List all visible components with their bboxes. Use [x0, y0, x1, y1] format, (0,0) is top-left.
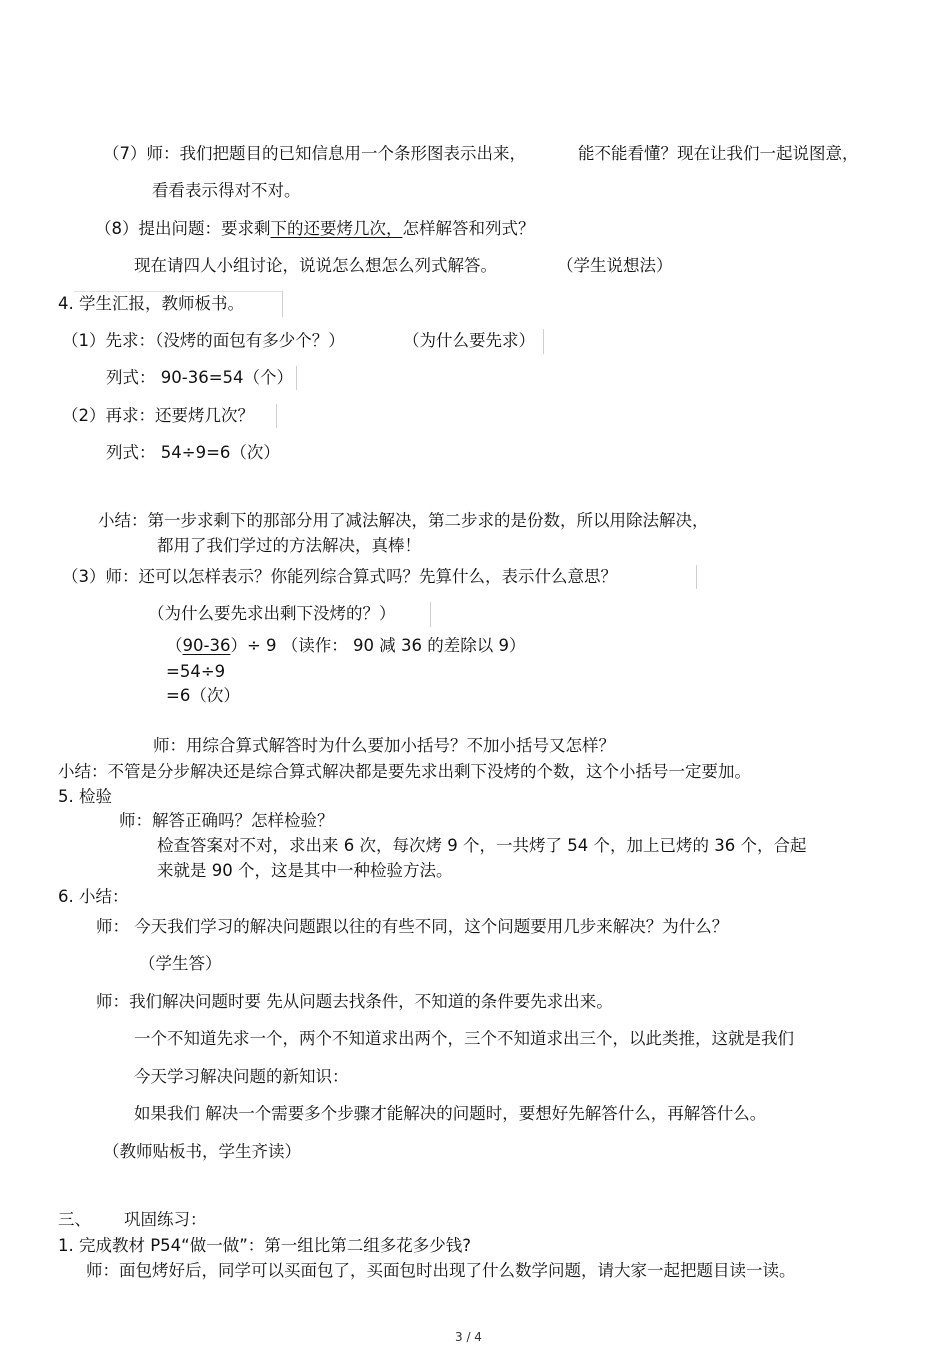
text-line: 师：面包烤好后，同学可以买面包了，买面包时出现了什么数学问题，请大家一起把题目读一读。: [86, 1261, 796, 1280]
underlined-segment: 90-36: [182, 636, 231, 655]
text-line: 师：解答正确吗？怎样检验？: [119, 811, 334, 830]
text-line: 师：我们解决问题时要 先从问题去找条件，不知道的条件要先求出来。: [96, 992, 613, 1011]
section-heading: 巩固练习：: [124, 1210, 207, 1229]
board-frame-line: [543, 329, 544, 354]
text-line: 1. 完成教材 P54“做一做”：第一组比第二组多花多少钱?: [58, 1236, 472, 1255]
formula-line: 列式： 54÷9=6（次）: [106, 443, 280, 462]
formula-line: [166, 636, 525, 656]
formula-line: =54÷9: [166, 662, 226, 681]
formula-line: 列式： 90-36=54（个）: [106, 368, 294, 387]
section-heading: 4. 学生汇报，教师板书。: [58, 294, 244, 313]
text-line: [95, 219, 535, 239]
text-line: 看看表示得对不对。: [152, 181, 301, 200]
text-line: 小结：第一步求剩下的那部分用了减法解决，第二步求的是份数，所以用除法解决，: [98, 511, 709, 530]
underlined-segment: 下的还要烤几次，: [270, 219, 403, 238]
formula-line: =6（次）: [166, 686, 240, 705]
text-line: 师：用综合算式解答时为什么要加小括号？不加小括号又怎样？: [153, 736, 615, 755]
board-frame-line: [276, 404, 277, 428]
text-line: （2）再求：还要烤几次？: [62, 406, 254, 425]
text-line: 现在请四人小组讨论，说说怎么想怎么列式解答。: [134, 256, 497, 275]
board-frame-line: [282, 291, 283, 317]
text-segment: 怎样解答和列式？: [402, 219, 535, 238]
text-line: 一个不知道先求一个，两个不知道求出两个，三个不知道求出三个，以此类推，这就是我们: [134, 1029, 794, 1048]
section-heading: 5. 检验: [58, 787, 112, 806]
text-line: 都用了我们学过的方法解决，真棒！: [157, 536, 421, 555]
text-segment: ）÷ 9 （读作： 90 减 36 的差除以 9）: [230, 636, 526, 655]
text-line: 小结：不管是分步解决还是综合算式解决都是要先求出剩下没烤的个数，这个小括号一定要加。: [58, 762, 751, 781]
text-line: 如果我们 解决一个需要多个步骤才能解决的问题时，要想好先解答什么，再解答什么。: [134, 1104, 767, 1123]
text-line: （为什么要先求）: [403, 331, 535, 350]
text-line: （3）师：还可以怎样表示？你能列综合算式吗？先算什么，表示什么意思？: [62, 567, 617, 586]
text-line: 能不能看懂？现在让我们一起说图意，: [578, 144, 859, 163]
text-line: （1）先求：（没烤的面包有多少个？）: [62, 331, 345, 350]
text-line: （学生说想法）: [557, 256, 673, 275]
text-line: （教师贴板书，学生齐读）: [103, 1142, 301, 1161]
text-line: 来就是 90 个，这是其中一种检验方法。: [157, 861, 453, 880]
text-line: （7）师：我们把题目的已知信息用一个条形图表示出来，: [103, 144, 526, 163]
section-heading: 三、: [58, 1210, 91, 1229]
text-line: （为什么要先求出剩下没烤的？）: [148, 604, 396, 623]
board-frame-line: [430, 602, 431, 627]
text-line: 今天学习解决问题的新知识：: [134, 1067, 349, 1086]
section-heading: 6. 小结：: [58, 887, 129, 906]
text-segment: （8）提出问题：要求剩: [95, 219, 271, 238]
page-number: 3 / 4: [455, 1330, 482, 1344]
text-segment: （: [166, 636, 183, 655]
board-frame-line: [74, 291, 282, 292]
text-line: 师： 今天我们学习的解决问题跟以往的有些不同，这个问题要用几步来解决？为什么？: [96, 917, 729, 936]
board-frame-line: [696, 565, 697, 589]
text-line: （学生答）: [139, 954, 222, 973]
text-line: 检查答案对不对，求出来 6 次，每次烤 9 个，一共烤了 54 个，加上已烤的 36 个，合起: [157, 836, 807, 855]
board-frame-line: [296, 366, 297, 390]
